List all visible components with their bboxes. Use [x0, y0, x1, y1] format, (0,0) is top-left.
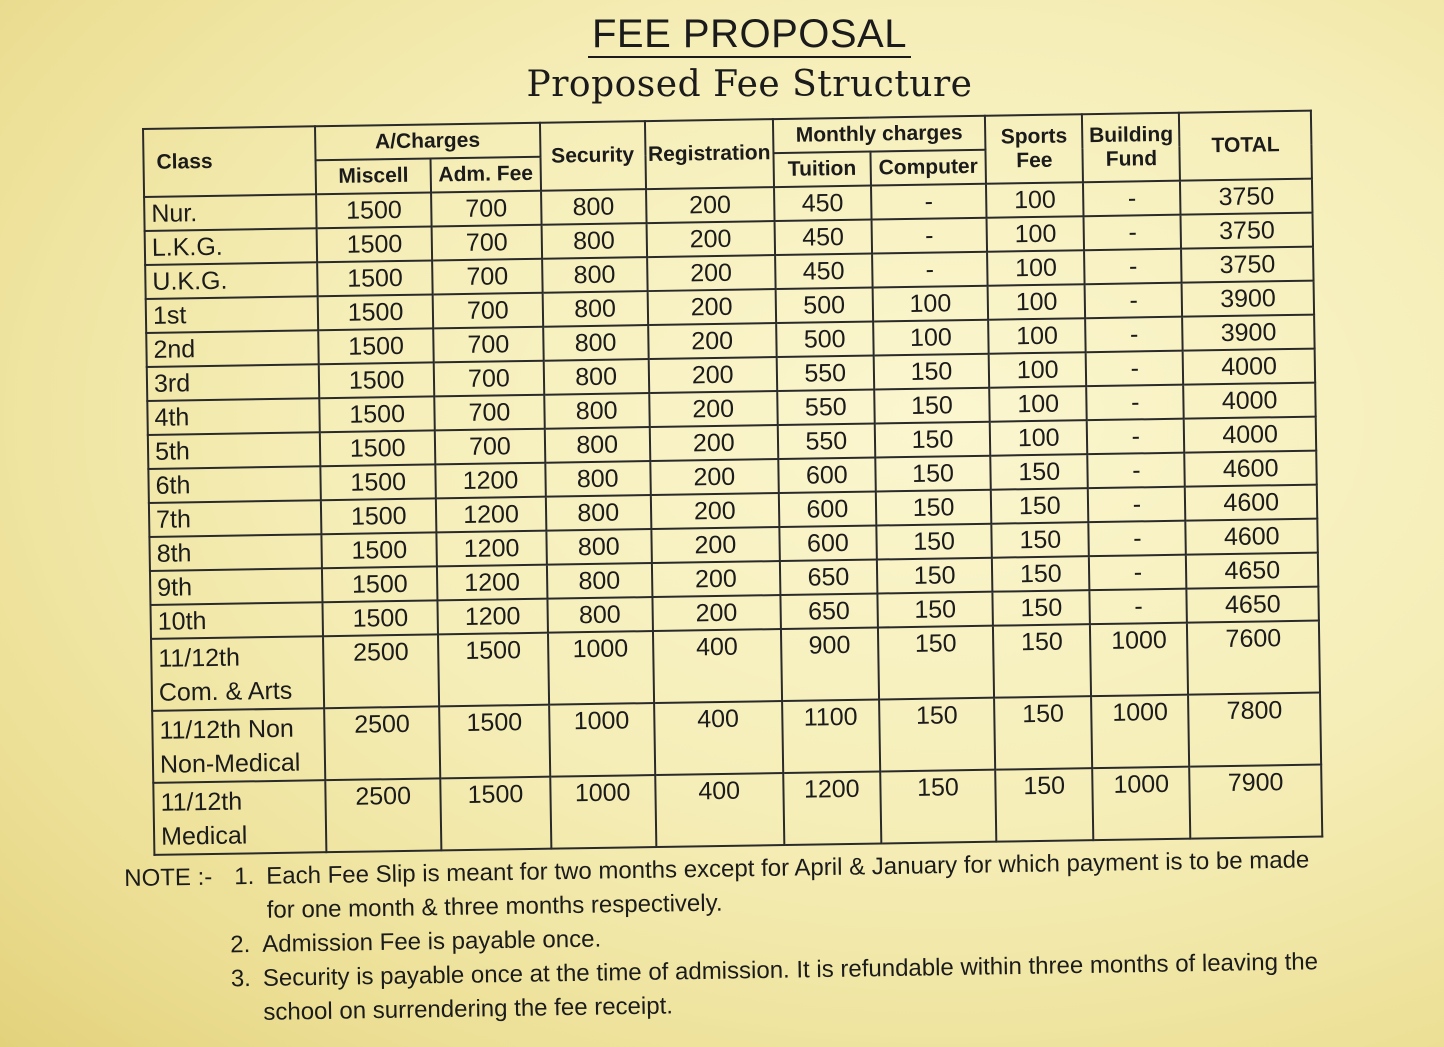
- cell-security: 1000: [548, 631, 654, 705]
- note-text: Each Fee Slip is meant for two months except for April & January for which payment is to be made for one month & three months respectively.: [266, 846, 1310, 924]
- cell-sports-fee: 150: [990, 454, 1088, 490]
- cell-security: 800: [541, 189, 647, 225]
- cell-miscell: 1500: [322, 600, 438, 636]
- cell-adm-fee: 700: [435, 395, 545, 431]
- cell-computer: 150: [879, 698, 995, 772]
- cell-building-fund: -: [1089, 555, 1187, 591]
- cell-class: 3rd: [147, 364, 319, 401]
- cell-total: 3750: [1181, 213, 1313, 249]
- cell-total: 4650: [1187, 587, 1319, 623]
- cell-miscell: 1500: [320, 464, 436, 500]
- cell-computer: 100: [872, 286, 988, 322]
- cell-tuition: 500: [776, 322, 874, 358]
- header-computer: Computer: [870, 150, 986, 186]
- cell-sports-fee: 150: [994, 696, 1092, 770]
- cell-class: 11/12th Medical: [153, 780, 326, 855]
- note-prefix: NOTE :-: [124, 863, 213, 892]
- cell-registration: 200: [652, 595, 781, 631]
- cell-sports-fee: 150: [992, 522, 1090, 558]
- note-text: Admission Fee is payable once.: [262, 925, 602, 958]
- cell-class: 6th: [148, 466, 320, 503]
- cell-miscell: 1500: [316, 192, 432, 228]
- cell-registration: 200: [649, 391, 778, 427]
- cell-sports-fee: 150: [993, 624, 1091, 698]
- cell-total: 4600: [1185, 451, 1317, 487]
- cell-registration: 200: [651, 527, 780, 563]
- cell-total: 4000: [1184, 383, 1316, 419]
- cell-building-fund: -: [1090, 589, 1188, 625]
- cell-computer: 150: [874, 388, 990, 424]
- cell-computer: 150: [875, 456, 991, 492]
- cell-total: 7800: [1188, 693, 1321, 767]
- cell-tuition: 650: [780, 594, 878, 630]
- cell-registration: 400: [654, 701, 783, 775]
- cell-miscell: 1500: [317, 226, 433, 262]
- cell-adm-fee: 700: [435, 429, 545, 465]
- cell-adm-fee: 700: [433, 327, 543, 363]
- cell-sports-fee: 100: [990, 420, 1088, 456]
- cell-sports-fee: 100: [989, 352, 1087, 388]
- cell-security: 1000: [550, 775, 656, 849]
- header-monthly-charges: Monthly charges: [773, 116, 986, 153]
- cell-miscell: 1500: [320, 430, 436, 466]
- cell-adm-fee: 700: [432, 259, 542, 295]
- cell-building-fund: -: [1088, 487, 1186, 523]
- cell-security: 800: [546, 563, 652, 599]
- document-title: [0, 12, 1444, 57]
- cell-security: 800: [544, 393, 650, 429]
- cell-total: 7600: [1187, 621, 1320, 695]
- cell-security: 800: [542, 257, 648, 293]
- cell-building-fund: -: [1084, 249, 1182, 285]
- cell-registration: 200: [650, 425, 779, 461]
- cell-building-fund: 1000: [1092, 767, 1190, 841]
- cell-class: U.K.G.: [145, 262, 317, 299]
- cell-tuition: 550: [777, 424, 875, 460]
- cell-class: 11/12th Com. & Arts: [151, 636, 324, 711]
- header-class: Class: [143, 126, 316, 197]
- header-tuition: Tuition: [773, 152, 871, 188]
- cell-building-fund: -: [1085, 283, 1183, 319]
- cell-adm-fee: 1200: [437, 531, 547, 567]
- fee-table-body: [144, 179, 1322, 855]
- cell-building-fund: -: [1085, 317, 1183, 353]
- cell-adm-fee: 1500: [439, 705, 549, 779]
- cell-total: 3900: [1182, 315, 1314, 351]
- cell-miscell: 1500: [319, 396, 435, 432]
- cell-security: 800: [541, 223, 647, 259]
- cell-sports-fee: 150: [995, 768, 1093, 842]
- cell-total: 4000: [1183, 349, 1315, 385]
- cell-building-fund: -: [1084, 215, 1182, 251]
- cell-computer: -: [871, 184, 987, 220]
- cell-registration: 200: [652, 561, 781, 597]
- cell-computer: 150: [880, 770, 996, 844]
- cell-class: 2nd: [146, 330, 318, 367]
- cell-miscell: 1500: [318, 294, 434, 330]
- cell-tuition: 450: [774, 220, 872, 256]
- cell-adm-fee: 1500: [438, 633, 548, 707]
- cell-tuition: 650: [780, 560, 878, 596]
- header-total: TOTAL: [1179, 111, 1312, 181]
- cell-building-fund: 1000: [1091, 695, 1189, 769]
- cell-sports-fee: 100: [987, 216, 1085, 252]
- cell-miscell: 2500: [325, 778, 441, 852]
- cell-registration: 200: [648, 323, 777, 359]
- cell-registration: 200: [646, 187, 775, 223]
- cell-miscell: 1500: [322, 566, 438, 602]
- cell-adm-fee: 1200: [437, 565, 547, 601]
- cell-registration: 200: [647, 289, 776, 325]
- cell-adm-fee: 700: [432, 225, 542, 261]
- header-a-charges: A/Charges: [315, 123, 540, 161]
- fee-table: [142, 110, 1323, 856]
- cell-total: 3900: [1182, 281, 1314, 317]
- cell-computer: 150: [875, 422, 991, 458]
- cell-total: 3750: [1180, 179, 1312, 215]
- cell-sports-fee: 150: [992, 556, 1090, 592]
- cell-miscell: 1500: [321, 532, 437, 568]
- cell-computer: 100: [873, 320, 989, 356]
- cell-security: 1000: [549, 703, 655, 777]
- cell-building-fund: -: [1086, 385, 1184, 421]
- document-subtitle: Proposed Fee Structure: [526, 64, 973, 105]
- cell-miscell: 1500: [319, 362, 435, 398]
- header-adm-fee: Adm. Fee: [431, 157, 541, 193]
- fee-table-wrapper: [142, 110, 1323, 856]
- cell-class: 5th: [148, 432, 320, 469]
- cell-class: 1st: [146, 296, 318, 333]
- cell-building-fund: -: [1086, 351, 1184, 387]
- cell-class: 11/12th Non Non-Medical: [152, 708, 325, 783]
- cell-tuition: 450: [774, 186, 872, 222]
- cell-miscell: 1500: [321, 498, 437, 534]
- cell-computer: 150: [877, 592, 993, 628]
- cell-computer: 150: [878, 626, 994, 700]
- cell-security: 800: [542, 291, 648, 327]
- cell-class: L.K.G.: [145, 228, 317, 265]
- header-miscell: Miscell: [316, 158, 432, 194]
- cell-registration: 200: [648, 357, 777, 393]
- note-number: 3.: [230, 965, 252, 993]
- cell-tuition: 450: [775, 254, 873, 290]
- cell-building-fund: -: [1083, 181, 1181, 217]
- cell-building-fund: -: [1088, 453, 1186, 489]
- notes-section: [124, 843, 1337, 1032]
- cell-sports-fee: 100: [988, 284, 1086, 320]
- cell-tuition: 600: [779, 492, 877, 528]
- cell-adm-fee: 700: [433, 293, 543, 329]
- header-building-fund: Building Fund: [1082, 113, 1180, 183]
- cell-computer: 150: [877, 558, 993, 594]
- cell-building-fund: -: [1087, 419, 1185, 455]
- note-text: Security is payable once at the time of admission. It is refundable within three months of leaving the school on surrendering the fee receipt.: [262, 948, 1319, 1026]
- cell-class: 9th: [150, 568, 322, 605]
- cell-adm-fee: 1200: [438, 599, 548, 635]
- cell-class: Nur.: [144, 194, 316, 231]
- cell-computer: 150: [876, 524, 992, 560]
- cell-total: 4000: [1184, 417, 1316, 453]
- cell-total: 4600: [1185, 485, 1317, 521]
- cell-sports-fee: 150: [991, 488, 1089, 524]
- cell-miscell: 1500: [318, 328, 434, 364]
- cell-miscell: 2500: [323, 634, 439, 708]
- cell-registration: 200: [650, 459, 779, 495]
- cell-total: 7900: [1190, 765, 1323, 839]
- cell-adm-fee: 1500: [441, 777, 551, 851]
- cell-security: 800: [546, 529, 652, 565]
- cell-registration: 400: [655, 773, 784, 847]
- header-security: Security: [540, 121, 646, 191]
- cell-computer: -: [871, 218, 987, 254]
- cell-class: 7th: [149, 500, 321, 537]
- cell-total: 4600: [1186, 519, 1318, 555]
- cell-security: 800: [547, 597, 653, 633]
- cell-class: 4th: [147, 398, 319, 435]
- cell-adm-fee: 1200: [436, 497, 546, 533]
- cell-miscell: 2500: [324, 706, 440, 780]
- cell-security: 800: [545, 461, 651, 497]
- cell-building-fund: 1000: [1090, 623, 1188, 697]
- header-registration: Registration: [645, 119, 774, 189]
- cell-security: 800: [543, 325, 649, 361]
- cell-sports-fee: 100: [987, 250, 1085, 286]
- cell-registration: 200: [647, 255, 776, 291]
- cell-tuition: 550: [777, 390, 875, 426]
- cell-security: 800: [544, 427, 650, 463]
- cell-computer: 150: [876, 490, 992, 526]
- cell-tuition: 900: [781, 628, 879, 702]
- cell-security: 800: [543, 359, 649, 395]
- cell-class: 8th: [149, 534, 321, 571]
- cell-class: 10th: [150, 602, 322, 639]
- cell-building-fund: -: [1089, 521, 1187, 557]
- cell-adm-fee: 700: [434, 361, 544, 397]
- cell-total: 3750: [1181, 247, 1313, 283]
- header-sports-fee: Sports Fee: [985, 114, 1083, 184]
- cell-tuition: 600: [779, 526, 877, 562]
- cell-sports-fee: 100: [988, 318, 1086, 354]
- note-number: 1.: [234, 862, 255, 891]
- cell-sports-fee: 100: [989, 386, 1087, 422]
- cell-computer: 150: [874, 354, 990, 390]
- cell-tuition: 1200: [783, 771, 881, 845]
- cell-total: 4650: [1186, 553, 1318, 589]
- document-title-text: FEE PROPOSAL: [588, 12, 911, 58]
- cell-adm-fee: 1200: [436, 463, 546, 499]
- cell-miscell: 1500: [317, 260, 433, 296]
- note-number: 2.: [230, 931, 251, 959]
- cell-tuition: 1100: [782, 699, 880, 773]
- cell-adm-fee: 700: [431, 191, 541, 227]
- cell-tuition: 550: [776, 356, 874, 392]
- cell-security: 800: [545, 495, 651, 531]
- cell-tuition: 600: [778, 458, 876, 494]
- cell-computer: -: [872, 252, 988, 288]
- cell-sports-fee: 150: [993, 590, 1091, 626]
- cell-registration: 400: [653, 629, 782, 703]
- cell-sports-fee: 100: [986, 182, 1084, 218]
- cell-registration: 200: [651, 493, 780, 529]
- cell-registration: 200: [646, 221, 775, 257]
- cell-tuition: 500: [775, 288, 873, 324]
